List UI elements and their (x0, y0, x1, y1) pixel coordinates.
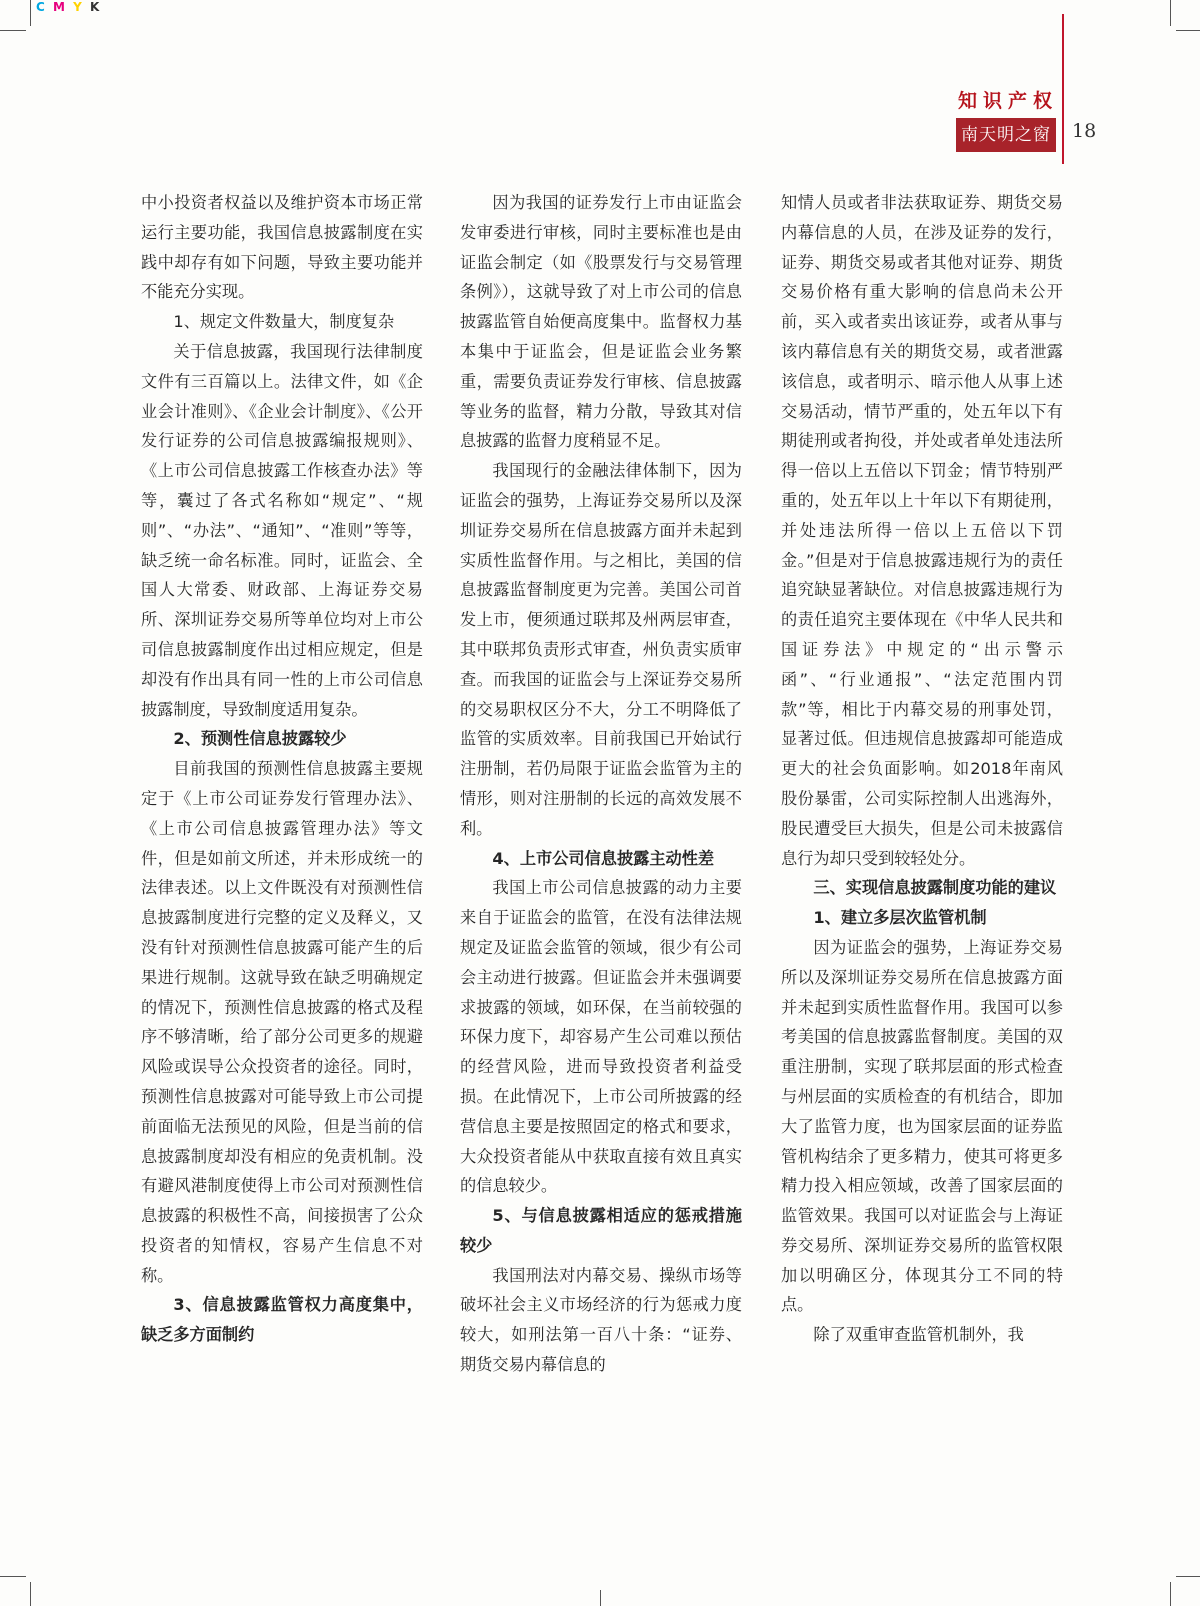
crop-mark-tl-h (0, 30, 26, 31)
section-heading: 3、信息披露监管权力高度集中，缺乏多方面制约 (141, 1295, 423, 1345)
column-2 (460, 188, 742, 1380)
section-heading: 三、实现信息披露制度功能的建议 (813, 878, 1057, 898)
paragraph: 目前我国的预测性信息披露主要规定于《上市公司证券发行管理办法》、《上市公司信息披露管理办法》等文件，但是如前文所述，并未形成统一的法律表述。以上文件既没有对预测性信息披露制度进行完整的定义及释义，又没有针对预测性信息披露可能产生的后果进行规制。这就导致在缺乏明确规定的情况下，预测性信息披露的格式及程序不够清晰，给了部分公司更多的规避风险或误导公众投资者的途径。同时，预测性信息披露对可能导致上市公司提前面临无法预见的风险，但是当前的信息披露制度却没有相应的免责机制。没有避风港制度使得上市公司对预测性信息披露的积极性不高，间接损害了公众投资者的知情权，容易产生信息不对称。 (141, 759, 423, 1285)
brand-badge: 南天明之窗 (956, 118, 1056, 152)
crop-mark-tl-v (30, 0, 31, 26)
cmyk-m: M (53, 0, 67, 14)
cmyk-registration (36, 0, 101, 14)
column-3 (781, 188, 1063, 1350)
page-number: 18 (1072, 120, 1097, 142)
paragraph: 我国现行的金融法律体制下，因为证监会的强势，上海证券交易所以及深圳证券交易所在信息披露方面并未起到实质性监督作用。与之相比，美国的信息披露监督制度更为完善。美国公司首发上市，便须通过联邦及州两层审查，其中联邦负责形式审查，州负责实质审查。而我国的证监会与上深证券交易所的交易职权区分不大，分工不明降低了监管的实质效率。目前我国已开始试行注册制，若仍局限于证监会监管为主的情形，则对注册制的长远的高效发展不利。 (460, 461, 742, 838)
crop-mark-tr-v (1170, 0, 1171, 26)
section-heading: 1、建立多层次监管机制 (813, 908, 987, 928)
crop-mark-bottom-center (600, 1590, 601, 1606)
section-label: 知识产权 (957, 90, 1058, 112)
subheading: 1、规定文件数量大，制度复杂 (173, 312, 395, 332)
paragraph: 因为我国的证券发行上市由证监会发审委进行审核，同时主要标准也是由证监会制定（如《股票发行与交易管理条例》），这就导致了对上市公司的信息披露监管自始便高度集中。监督权力基本集中于证监会，但是证监会业务繁重，需要负责证券发行审核、信息披露等业务的监督，精力分散，导致其对信息披露的监督力度稍显不足。 (460, 193, 742, 451)
crop-mark-bl-v (30, 1582, 31, 1606)
paragraph: 知情人员或者非法获取证券、期货交易内幕信息的人员，在涉及证券的发行，证券、期货交易或者其他对证券、期货交易价格有重大影响的信息尚未公开前，买入或者卖出该证券，或者从事与该内幕信息有关的期货交易，或者泄露该信息，或者明示、暗示他人从事上述交易活动，情节严重的，处五年以下有期徒刑或者拘役，并处或者单处违法所得一倍以上五倍以下罚金；情节特别严重的，处五年以上十年以下有期徒刑，并处违法所得一倍以上五倍以下罚金。”但是对于信息披露违规行为的责任追究缺显著缺位。对信息披露违规行为的责任追究主要体现在《中华人民共和国证券法》中规定的“出示警示函”、“行业通报”、“法定范围内罚款”等，相比于内幕交易的刑事处罚，显著过低。但违规信息披露却可能造成更大的社会负面影响。如2018年南风股份暴雷，公司实际控制人出逃海外，股民遭受巨大损失，但是公司未披露信息行为却只受到较轻处分。 (781, 193, 1063, 868)
crop-mark-tr-h (1176, 30, 1200, 31)
section-heading: 2、预测性信息披露较少 (173, 729, 347, 749)
cmyk-c: C (36, 0, 47, 14)
column-1 (141, 188, 423, 1350)
crop-mark-bl-h (0, 1576, 26, 1577)
paragraph: 我国刑法对内幕交易、操纵市场等破坏社会主义市场经济的行为惩戒力度较大，如刑法第一百八十条：“证券、期货交易内幕信息的 (460, 1265, 742, 1375)
paragraph: 关于信息披露，我国现行法律制度文件有三百篇以上。法律文件，如《企业会计准则》、《企业会计制度》、《公开发行证券的公司信息披露编报规则》、《上市公司信息披露工作核查办法》等等，囊过了各式名称如“规定”、“规则”、“办法”、“通知”、“准则”等等，缺乏统一命名标准。同时，证监会、全国人大常委、财政部、上海证券交易所、深圳证券交易所等单位均对上市公司信息披露制度作出过相应规定，但是却没有作出具有同一性的上市公司信息披露制度，导致制度适用复杂。 (141, 341, 423, 719)
paragraph: 除了双重审查监管机制外，我 (813, 1325, 1024, 1345)
cmyk-k: K (90, 0, 102, 14)
paragraph: 中小投资者权益以及维护资本市场正常运行主要功能，我国信息披露制度在实践中却存有如下问题，导致主要功能并不能充分实现。 (141, 193, 423, 302)
cmyk-y: Y (73, 0, 84, 14)
section-heading: 4、上市公司信息披露主动性差 (492, 848, 715, 868)
section-heading: 5、与信息披露相适应的惩戒措施较少 (460, 1206, 742, 1255)
paragraph: 我国上市公司信息披露的动力主要来自于证监会的监管，在没有法律法规规定及证监会监管的领域，很少有公司会主动进行披露。但证监会并未强调要求披露的领域，如环保，在当前较强的环保力度下，却容易产生公司难以预估的经营风险，进而导致投资者利益受损。在此情况下，上市公司所披露的经营信息主要是按照固定的格式和要求，大众投资者能从中获取直接有效且真实的信息较少。 (460, 878, 742, 1196)
header-rule (1062, 14, 1064, 164)
crop-mark-br-v (1170, 1582, 1171, 1606)
paragraph: 因为证监会的强势，上海证券交易所以及深圳证券交易所在信息披露方面并未起到实质性监督作用。我国可以参考美国的信息披露监督制度。美国的双重注册制，实现了联邦层面的形式检查与州层面的实质检查的有机结合，即加大了监管力度，也为国家层面的证券监管机构结余了更多精力，使其可将更多精力投入相应领域，改善了国家层面的监管效果。我国可以对证监会与上海证券交易所、深圳证券交易所的监管权限加以明确区分，体现其分工不同的特点。 (781, 937, 1063, 1315)
crop-mark-br-h (1176, 1576, 1200, 1577)
